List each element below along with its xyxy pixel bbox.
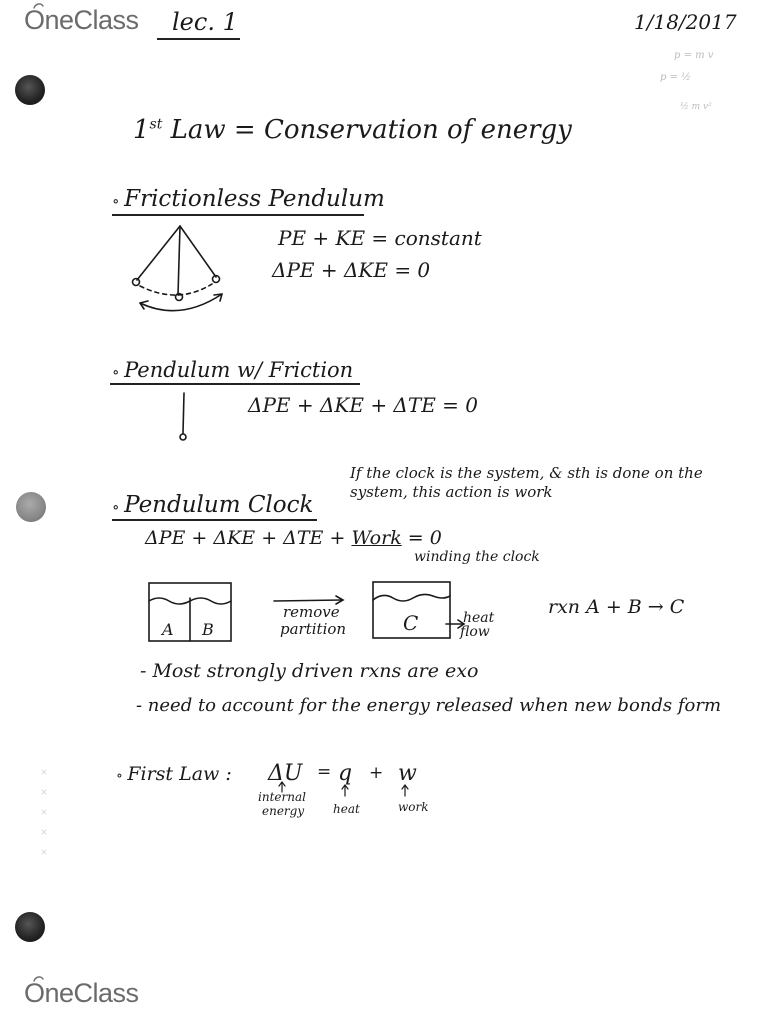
arrow-label-remove: remove xyxy=(283,603,340,621)
margin-scribble-3: ½ m v² xyxy=(680,102,712,112)
margin-watermark xyxy=(42,770,46,854)
heading-pendulum-clock: ∘ Pendulum Clock xyxy=(112,492,314,518)
heading-friction-text: Pendulum w/ Friction xyxy=(124,358,354,382)
title-rest: Law = Conservation of energy xyxy=(170,115,572,145)
flow-label: flow xyxy=(460,624,490,640)
first-law-label: ∘ First Law : xyxy=(116,763,232,785)
first-law-text: First Law : xyxy=(127,763,232,785)
label-heat: heat xyxy=(333,802,360,816)
heat-label: heat xyxy=(463,610,495,626)
brand-text-top: OneClass xyxy=(24,5,139,35)
box-b-label: B xyxy=(202,620,214,639)
first-law-w: w xyxy=(398,761,417,786)
eq-clock-prefix: ΔPE + ΔKE + ΔTE + xyxy=(145,527,346,549)
heading-frictionless-pendulum: ∘ Frictionless Pendulum xyxy=(112,186,385,212)
eq-delta-pe-ke-te: ΔPE + ΔKE + ΔTE = 0 xyxy=(248,393,479,417)
note-bullet-2: - need to account for the energy released when new bonds form xyxy=(136,695,722,716)
first-law-du: ΔU xyxy=(268,761,303,786)
clock-note-line2: system, this action is work xyxy=(350,483,553,501)
margin-scribble-1: p = m v xyxy=(674,50,714,61)
title-number: 1 xyxy=(133,115,150,145)
heading-frictionless-text: Frictionless Pendulum xyxy=(124,186,385,212)
first-law-arrows xyxy=(279,782,408,796)
eq-clock-work: Work xyxy=(351,527,402,549)
title-superscript: st xyxy=(149,116,163,133)
clock-note-line1: If the clock is the system, & sth is done on the xyxy=(350,464,703,482)
box-a-label: A xyxy=(162,620,174,639)
eq-pe-ke-constant: PE + KE = constant xyxy=(278,226,482,250)
lecture-label: lec. 1 xyxy=(172,8,238,36)
first-law-q: q xyxy=(338,761,353,786)
eq-delta-pe-ke-zero: ΔPE + ΔKE = 0 xyxy=(272,258,431,282)
box-c-label: C xyxy=(403,611,419,635)
frictionless-pendulum-drawing xyxy=(133,226,223,311)
eq-clock-sub: winding the clock xyxy=(414,549,540,565)
brand-text-bottom: OneClass xyxy=(24,978,139,1008)
label-work: work xyxy=(398,800,429,814)
arrow-remove-partition xyxy=(274,596,343,604)
first-law-plus: + xyxy=(369,763,384,783)
heading-pendulum-friction: ∘ Pendulum w/ Friction xyxy=(112,358,354,382)
oneclass-leaf-icon-top xyxy=(34,4,43,8)
friction-pendulum-drawing xyxy=(180,393,186,440)
rxn-equation: rxn A + B → C xyxy=(548,596,685,618)
box-ab-drawing xyxy=(149,583,231,641)
note-bullet-1: - Most strongly driven rxns are exo xyxy=(140,660,479,682)
margin-scribble-2: p = ½ xyxy=(660,72,691,83)
first-law-equals: = xyxy=(317,762,332,782)
date-text: 1/18/2017 xyxy=(634,10,737,34)
label-energy: energy xyxy=(262,804,305,818)
arrow-label-partition: partition xyxy=(280,620,347,638)
heading-clock-text: Pendulum Clock xyxy=(124,492,314,518)
oneclass-leaf-icon-bottom xyxy=(34,977,43,981)
box-c-drawing xyxy=(373,582,464,638)
eq-clock-suffix: = 0 xyxy=(407,527,442,549)
label-internal: internal xyxy=(258,790,306,804)
